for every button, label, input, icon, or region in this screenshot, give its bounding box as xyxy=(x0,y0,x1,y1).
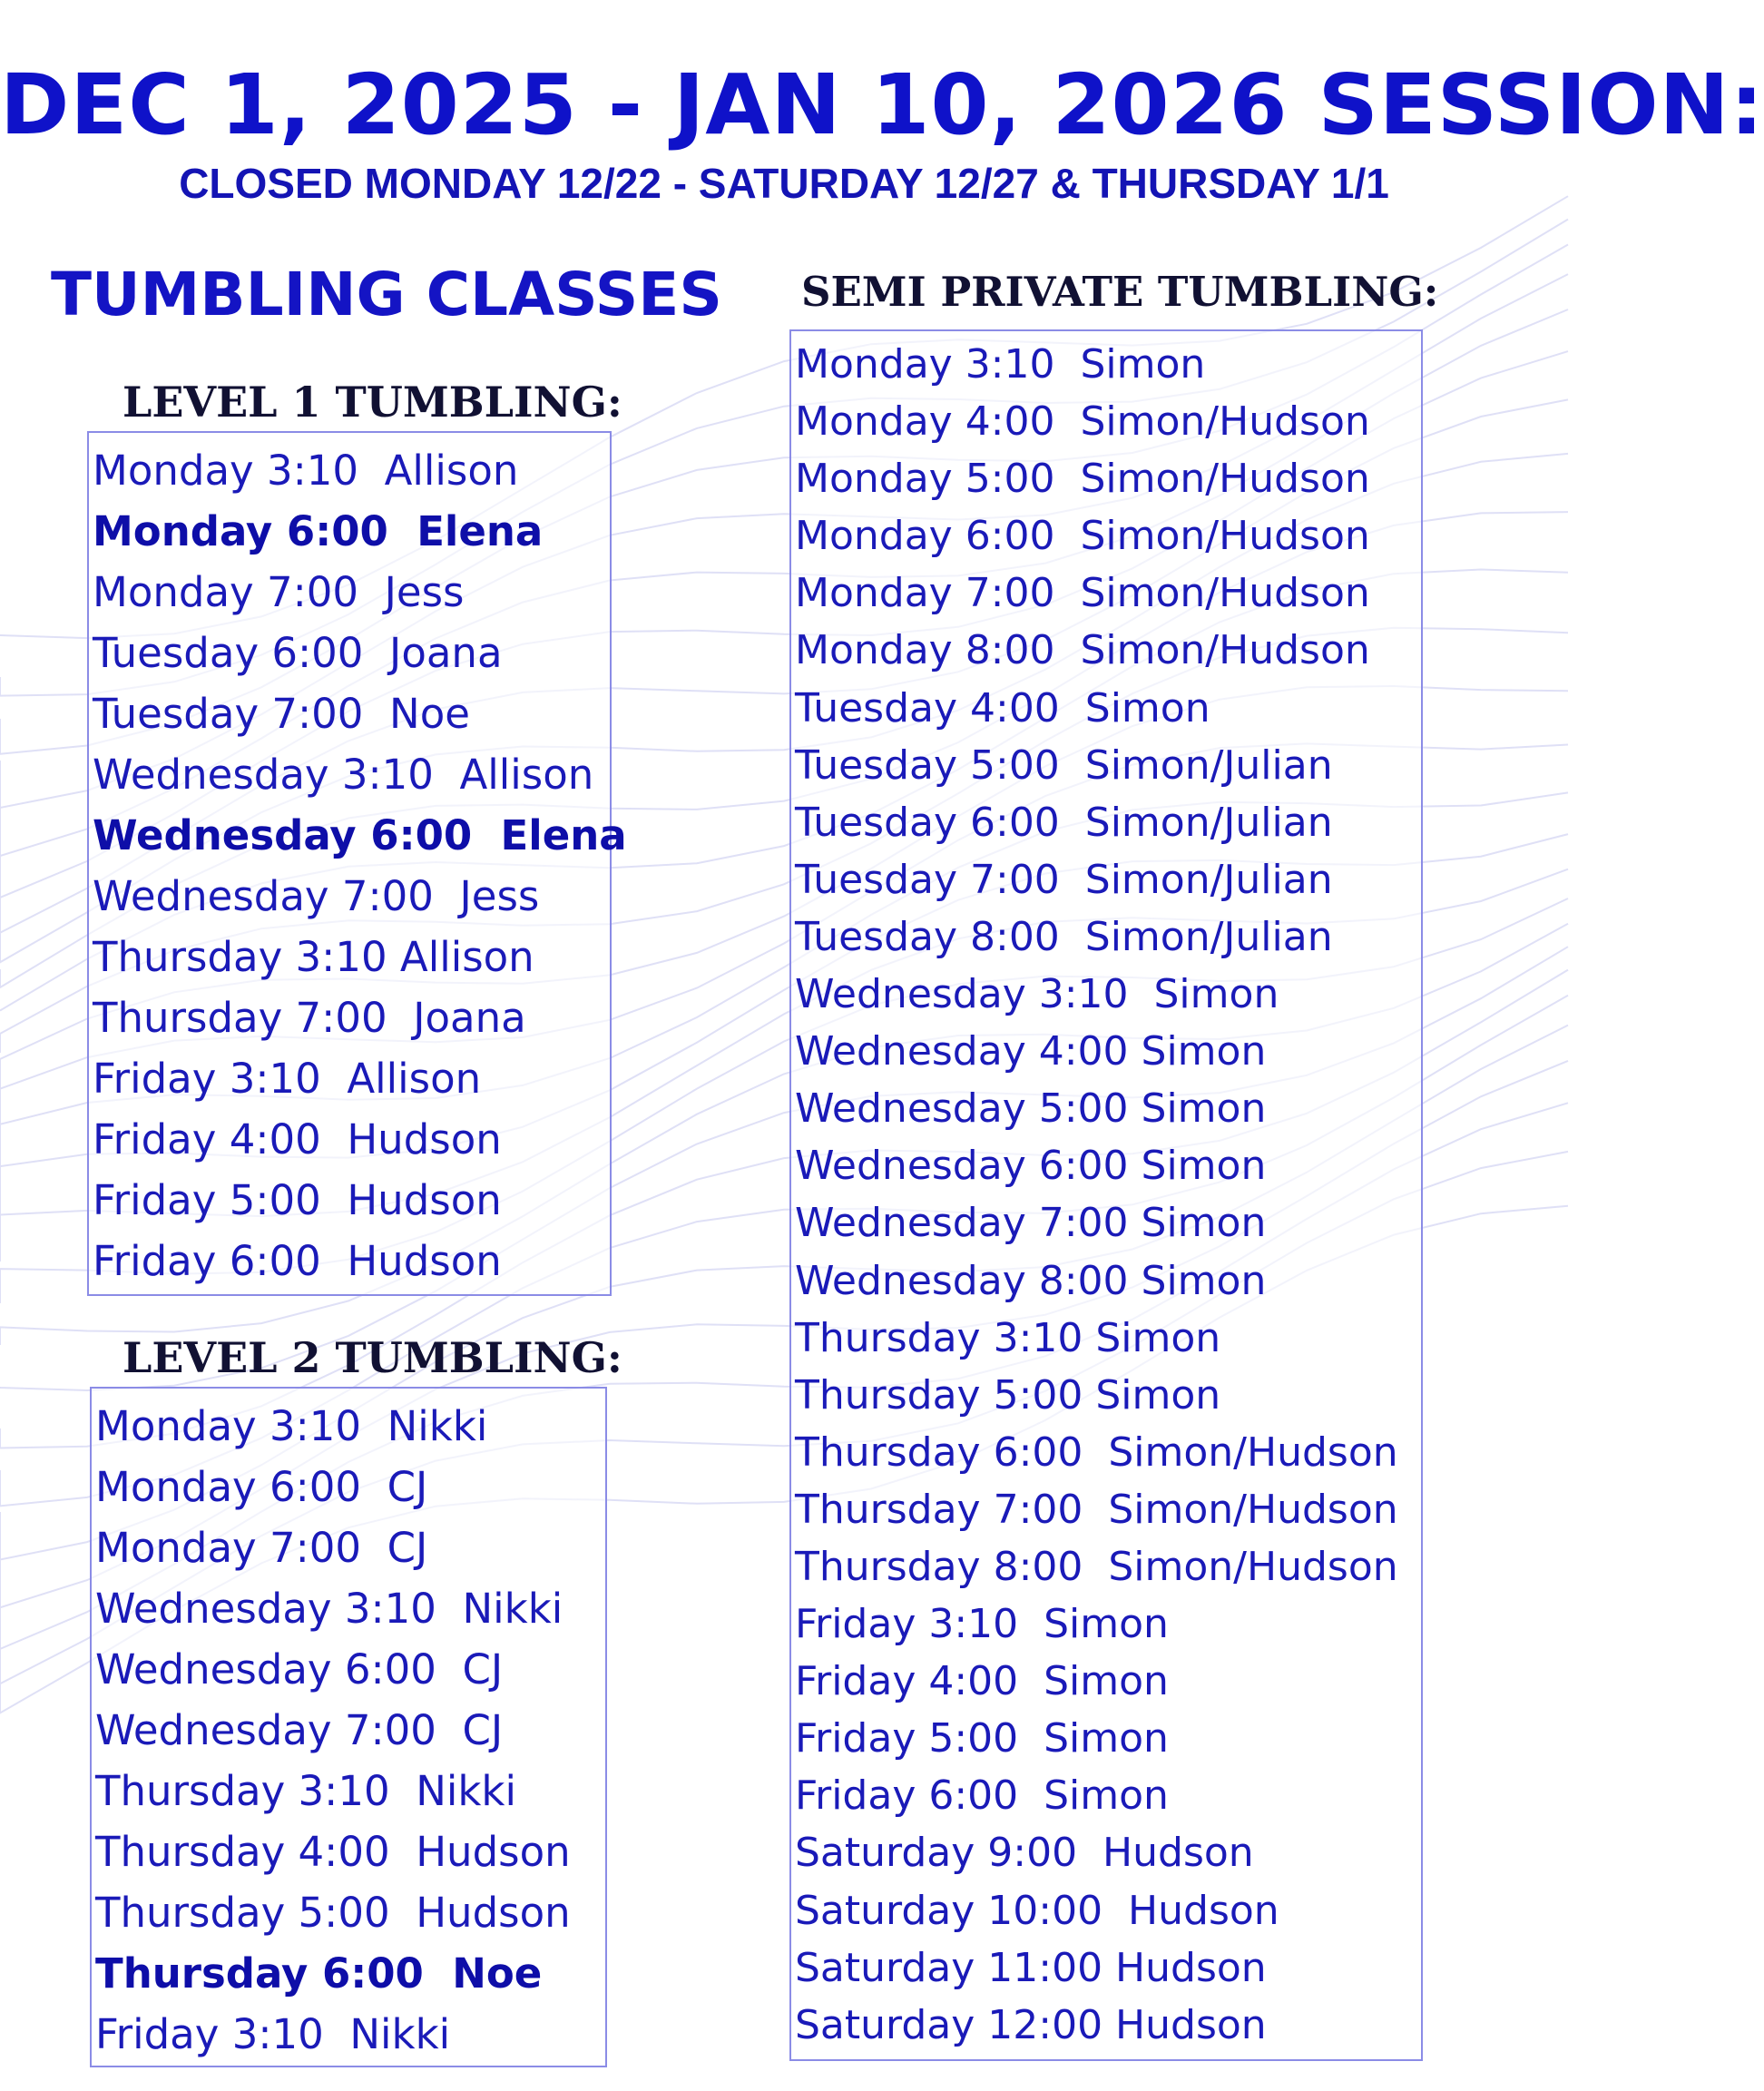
schedule-entry: Wednesday 7:00 Jess xyxy=(93,872,540,920)
level-2-schedule-box xyxy=(90,1387,607,2067)
schedule-entry: Saturday 12:00 Hudson xyxy=(795,2001,1267,2048)
semi-private-heading: SEMI PRIVATE TUMBLING: xyxy=(801,268,1439,316)
schedule-entry: Monday 3:10 Nikki xyxy=(95,1402,488,1450)
schedule-entry: Wednesday 6:00 Simon xyxy=(795,1143,1267,1190)
schedule-entry: Thursday 3:10 Nikki xyxy=(95,1767,516,1815)
schedule-entry: Friday 4:00 Hudson xyxy=(93,1115,502,1163)
schedule-entry: Monday 3:10 Simon xyxy=(795,341,1206,388)
schedule-entry: Wednesday 3:10 Allison xyxy=(93,751,594,799)
schedule-entry: Thursday 4:00 Hudson xyxy=(95,1828,571,1876)
schedule-entry: Monday 3:10 Allison xyxy=(93,447,519,495)
schedule-entry: Wednesday 3:10 Simon xyxy=(795,971,1279,1018)
schedule-entry: Wednesday 5:00 Simon xyxy=(795,1085,1267,1133)
closure-notice: CLOSED MONDAY 12/22 - SATURDAY 12/27 & THURSDAY 1/1 xyxy=(179,160,1389,207)
schedule-entry: Friday 3:10 Allison xyxy=(93,1055,482,1103)
schedule-entry: Wednesday 3:10 Nikki xyxy=(95,1585,564,1633)
schedule-entry: Thursday 3:10 Simon xyxy=(795,1314,1221,1361)
schedule-entry: Wednesday 8:00 Simon xyxy=(795,1257,1267,1304)
schedule-entry: Wednesday 7:00 Simon xyxy=(795,1200,1267,1247)
semi-private-schedule-list xyxy=(795,331,1421,2054)
level-1-heading: LEVEL 1 TUMBLING: xyxy=(122,378,622,427)
schedule-entry: Tuesday 7:00 Simon/Julian xyxy=(795,856,1333,903)
schedule-entry: Thursday 7:00 Joana xyxy=(93,994,526,1042)
schedule-entry: Monday 5:00 Simon/Hudson xyxy=(795,456,1370,503)
schedule-entry: Thursday 7:00 Simon/Hudson xyxy=(795,1486,1398,1533)
schedule-entry: Thursday 6:00 Simon/Hudson xyxy=(795,1428,1398,1476)
schedule-entry: Thursday 3:10 Allison xyxy=(93,933,534,981)
schedule-entry: Thursday 5:00 Simon xyxy=(795,1371,1221,1419)
level-2-heading: LEVEL 2 TUMBLING: xyxy=(122,1333,622,1382)
schedule-entry: Monday 6:00 Simon/Hudson xyxy=(795,513,1370,560)
schedule-entry: Monday 7:00 CJ xyxy=(95,1524,428,1572)
schedule-entry: Monday 8:00 Simon/Hudson xyxy=(795,627,1370,674)
schedule-entry: Monday 6:00 CJ xyxy=(95,1463,428,1511)
schedule-entry: Wednesday 4:00 Simon xyxy=(795,1028,1267,1075)
schedule-entry: Friday 3:10 Nikki xyxy=(95,2010,451,2058)
schedule-entry: Tuesday 7:00 Noe xyxy=(93,690,470,738)
schedule-entry: Thursday 8:00 Simon/Hudson xyxy=(795,1543,1398,1590)
semi-private-schedule-box xyxy=(789,329,1423,2061)
schedule-entry: Friday 6:00 Simon xyxy=(795,1772,1169,1820)
schedule-entry: Friday 5:00 Hudson xyxy=(93,1176,502,1224)
schedule-entry: Wednesday 6:00 Elena xyxy=(93,811,627,859)
schedule-entry: Monday 4:00 Simon/Hudson xyxy=(795,398,1370,446)
schedule-entry: Thursday 6:00 Noe xyxy=(95,1949,543,1998)
schedule-entry: Thursday 5:00 Hudson xyxy=(95,1889,571,1937)
schedule-entry: Friday 3:10 Simon xyxy=(795,1601,1169,1648)
schedule-entry: Tuesday 6:00 Simon/Julian xyxy=(795,799,1333,846)
schedule-entry: Saturday 9:00 Hudson xyxy=(795,1830,1254,1877)
schedule-entry: Saturday 11:00 Hudson xyxy=(795,1944,1267,1991)
tumbling-classes-title: TUMBLING CLASSES xyxy=(51,260,722,329)
schedule-entry: Monday 7:00 Jess xyxy=(93,568,465,616)
schedule-entry: Tuesday 5:00 Simon/Julian xyxy=(795,741,1333,789)
schedule-entry: Tuesday 8:00 Simon/Julian xyxy=(795,913,1333,960)
level-2-schedule-list xyxy=(95,1389,605,2065)
level-1-schedule-box xyxy=(87,431,627,1296)
session-title: DEC 1, 2025 - JAN 10, 2026 SESSION: xyxy=(0,56,1764,153)
schedule-entry: Tuesday 4:00 Simon xyxy=(795,684,1210,731)
schedule-entry: Saturday 10:00 Hudson xyxy=(795,1887,1279,1934)
level-1-schedule-list xyxy=(93,433,627,1291)
schedule-entry: Friday 6:00 Hudson xyxy=(93,1237,502,1285)
schedule-entry: Monday 6:00 Elena xyxy=(93,507,544,555)
schedule-entry: Friday 4:00 Simon xyxy=(795,1658,1169,1705)
schedule-entry: Friday 5:00 Simon xyxy=(795,1715,1169,1762)
schedule-entry: Tuesday 6:00 Joana xyxy=(93,629,503,677)
schedule-entry: Wednesday 7:00 CJ xyxy=(95,1706,504,1754)
schedule-entry: Wednesday 6:00 CJ xyxy=(95,1645,504,1693)
schedule-entry: Monday 7:00 Simon/Hudson xyxy=(795,570,1370,617)
